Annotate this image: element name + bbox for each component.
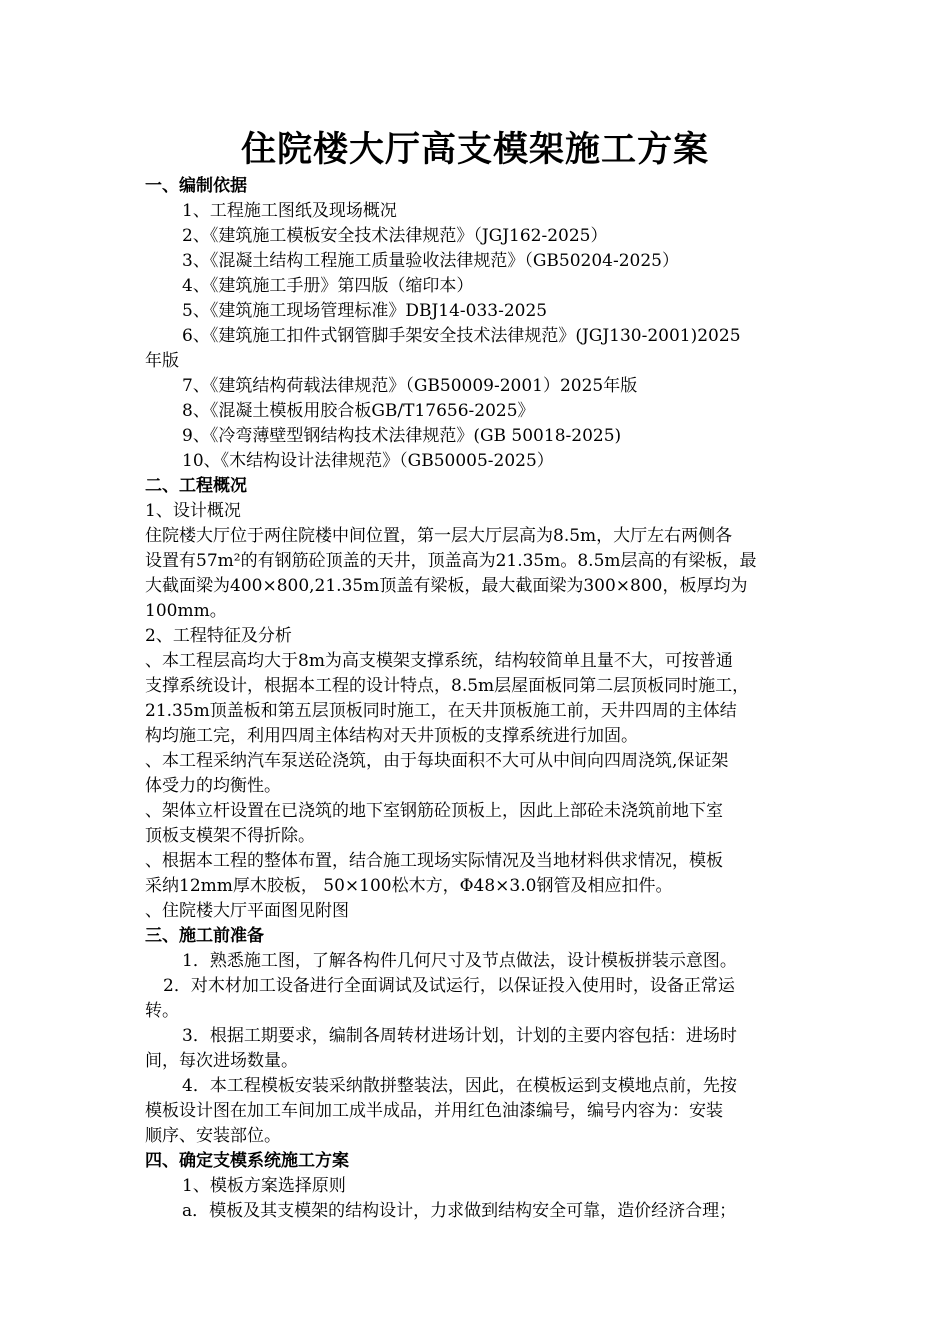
list-item: 5、《建筑施工现场管理标准》DBJ14-033-2025	[182, 301, 548, 321]
paragraph-line: 顺序、安装部位。	[145, 1126, 281, 1146]
section-heading-scheme: 四、确定支模系统施工方案	[145, 1151, 349, 1171]
paragraph-line: 1、模板方案选择原则	[182, 1176, 346, 1196]
paragraph-line: 体受力的均衡性。	[145, 776, 281, 796]
paragraph-line: 顶板支模架不得折除。	[145, 826, 315, 846]
paragraph-line: 模板设计图在加工车间加工成半成品，并用红色油漆编号，编号内容为：安装	[145, 1101, 723, 1121]
paragraph-line: 、本工程层高均大于8m为高支模架支撑系统，结构较简单且量不大，可按普通	[145, 651, 733, 671]
paragraph-line: 住院楼大厅位于两住院楼中间位置，第一层大厅层高为8.5m，大厅左右两侧各	[145, 526, 733, 546]
list-item: 7、《建筑结构荷载法律规范》（GB50009-2001）2025年版	[182, 376, 638, 396]
list-item: 2、《建筑施工模板安全技术法律规范》（JGJ162-2025）	[182, 226, 608, 246]
list-item: 1、工程施工图纸及现场概况	[182, 201, 397, 221]
subheading-design: 1、设计概况	[145, 501, 241, 521]
paragraph-line: 、住院楼大厅平面图见附图	[145, 901, 349, 921]
paragraph-line: 构均施工完，利用四周主体结构对天井顶板的支撑系统进行加固。	[145, 726, 638, 746]
paragraph-line: 间，每次进场数量。	[145, 1051, 298, 1071]
paragraph-line: 4．本工程模板安装采纳散拼整装法，因此，在模板运到支模地点前，先按	[182, 1076, 737, 1096]
list-item: 10、《木结构设计法律规范》（GB50005-2025）	[182, 451, 554, 471]
paragraph-line: 采纳12mm厚木胶板， 50×100松木方，Φ48×3.0钢管及相应扣件。	[145, 876, 673, 896]
paragraph-line: 、架体立杆设置在已浇筑的地下室钢筋砼顶板上，因此上部砼未浇筑前地下室	[145, 801, 723, 821]
list-item: 3、《混凝土结构工程施工质量验收法律规范》（GB50204-2025）	[182, 251, 679, 271]
paragraph-line: a．模板及其支模架的结构设计，力求做到结构安全可靠，造价经济合理；	[182, 1201, 737, 1221]
paragraph-line: 设置有57m²的有钢筋砼顶盖的天井，顶盖高为21.35m。8.5m层高的有梁板，最	[145, 551, 757, 571]
list-item-continuation: 年版	[145, 351, 179, 371]
paragraph-line: 2．对木材加工设备进行全面调试及试运行，以保证投入使用时，设备正常运	[163, 976, 735, 996]
paragraph-line: 21.35m顶盖板和第五层顶板同时施工，在天井顶板施工前，天井四周的主体结	[145, 701, 737, 721]
list-item: 9、《冷弯薄壁型钢结构技术法律规范》(GB 50018-2025)	[182, 426, 622, 446]
paragraph-line: 100mm。	[145, 601, 227, 621]
paragraph-line: 转。	[145, 1001, 179, 1021]
list-item: 4、《建筑施工手册》第四版（缩印本）	[182, 276, 474, 296]
paragraph-line: 大截面梁为400×800,21.35m顶盖有梁板，最大截面梁为300×800，板厚均为	[145, 576, 748, 596]
paragraph-line: 、本工程采纳汽车泵送砼浇筑，由于每块面积不大可从中间向四周浇筑,保证架	[145, 751, 729, 771]
section-heading-overview: 二、工程概况	[145, 476, 247, 496]
section-heading-basis: 一、编制依据	[145, 176, 247, 196]
paragraph-line: 、根据本工程的整体布置，结合施工现场实际情况及当地材料供求情况，模板	[145, 851, 723, 871]
paragraph-line: 3．根据工期要求，编制各周转材进场计划，计划的主要内容包括：进场时	[182, 1026, 737, 1046]
section-heading-preparation: 三、施工前准备	[145, 926, 264, 946]
paragraph-line: 1．熟悉施工图，了解各构件几何尺寸及节点做法，设计模板拼装示意图。	[182, 951, 737, 971]
paragraph-line: 支撑系统设计，根据本工程的设计特点，8.5m层屋面板同第二层顶板同时施工，	[145, 676, 750, 696]
subheading-features: 2、工程特征及分析	[145, 626, 292, 646]
list-item: 8、《混凝土模板用胶合板GB/T17656-2025》	[182, 401, 535, 421]
document-title: 住院楼大厅高支模架施工方案	[240, 130, 709, 170]
list-item: 6、《建筑施工扣件式钢管脚手架安全技术法律规范》(JGJ130-2001)2025	[182, 326, 741, 346]
